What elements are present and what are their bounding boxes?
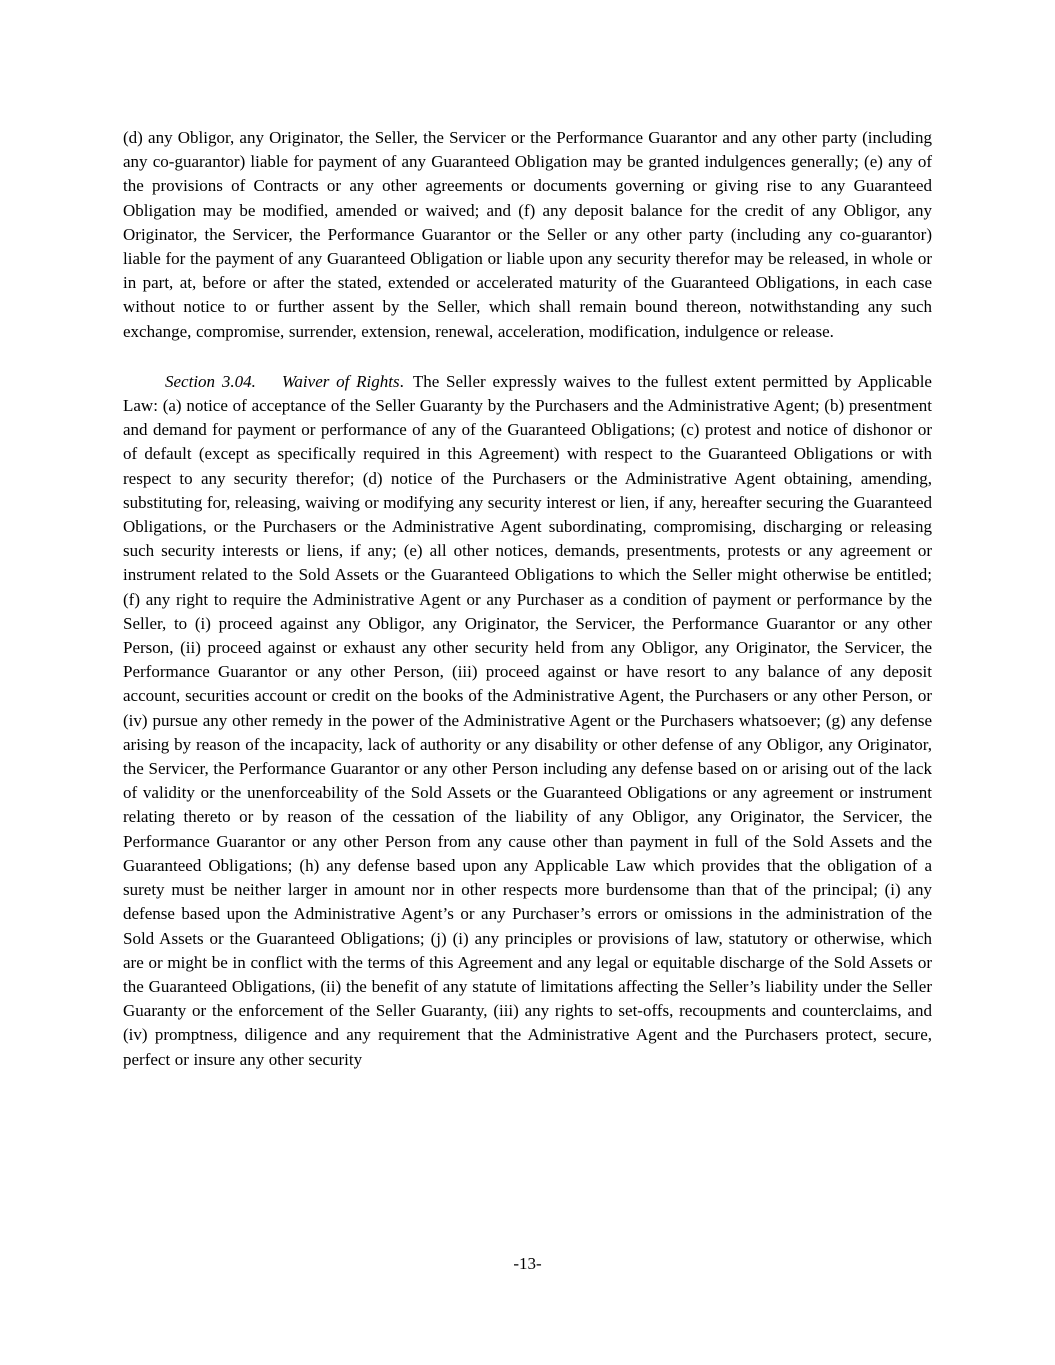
page-number: -13- xyxy=(513,1254,542,1273)
paragraph-guaranty-continuation: (d) any Obligor, any Originator, the Seller, the Servicer or the Performance Guarantor and any other party (including any co-guarantor) liable for payment of any Guaranteed Obligation may be granted indulgences generally; (e) any of the provisions of Contracts or any other agreements or documents governing or giving rise to any Guaranteed Obligation may be modified, amended or waived; and (f) any deposit balance for the credit of any Obligor, any Originator, the Servicer, the Performance Guarantor or the Seller or any other party (including any co-guarantor) liable for the payment of any Guaranteed Obligation or liable upon any security therefor may be released, in whole or in part, at, before or after the stated, extended or accelerated maturity of the Guaranteed Obligations, in each case without notice to or further assent by the Seller, which shall remain bound thereon, notwithstanding any such exchange, compromise, surrender, extension, renewal, acceleration, modification, indulgence or release. xyxy=(123,128,932,341)
section-title: Waiver of Rights xyxy=(281,371,400,391)
section-body-text: The Seller expressly waives to the fullest extent permitted by Applicable Law: (a) notice of acceptance of the Seller Guaranty by the Purchasers and the Administrative Agent; (b) presentment and demand for payment or performance of any of the Guaranteed Obligations; (c) protest and notice of dishonor or of default (except as specifically required in this Agreement) with respect to the Guaranteed Obligations or with respect to any security therefor; (d) notice of the Purchasers or the Administrative Agent obtaining, amending, substituting for, releasing, waiving or modifying any security interest or lien, if any, hereafter securing the Guaranteed Obligations, or the Purchasers or the Administrative Agent subordinating, compromising, discharging or releasing such security interests or liens, if any; (e) all other notices, demands, presentments, protests or any agreement or instrument related to the Sold Assets or the Guaranteed Obligations to which the Seller might otherwise be entitled; (f) any right to require the Administrative Agent or any Purchaser as a condition of payment or performance by the Seller, to (i) proceed against any Obligor, any Originator, the Servicer, the Performance Guarantor or any other Person, (ii) proceed against or exhaust any other security held from any Obligor, any Originator, the Servicer, the Performance Guarantor or any other Person, (iii) proceed against or have resort to any balance of any deposit account, securities account or credit on the books of the Administrative Agent, the Purchasers or any other Person, or (iv) pursue any other remedy in the power of the Administrative Agent or the Purchasers whatsoever; (g) any defense arising by reason of the incapacity, lack of authority or any disability or other defense of any Obligor, any Originator, the Servicer, the Performance Guarantor or any other Person including any defense based on or arising out of the lack of validity or the unenforceability of the Sold Assets or the Guaranteed Obligations or any agreement or instrument relating thereto or by reason of the cessation of the liability of any Obligor, any Originator, the Servicer, the Performance Guarantor or any other Person from any cause other than payment in full of the Sold Assets and the Guaranteed Obligations; (h) any defense based upon any Applicable Law which provides that the obligation of a surety must be neither larger in amount nor in other respects more burdensome than that of the principal; (i) any defense based upon the Administrative Agent’s or any Purchaser’s errors or omissions in the administration of the Sold Assets or the Guaranteed Obligations; (j) (i) any principles or provisions of law, statutory or otherwise, which are or might be in conflict with the terms of this Agreement and any legal or equitable discharge of the Sold Assets or the Guaranteed Obligations, (ii) the benefit of any statute of limitations affecting the Seller’s liability under the Seller Guaranty or the enforcement of the Seller Guaranty, (iii) any rights to set-offs, recoupments and counterclaims, and (iv) promptness, diligence and any requirement that the Administrative Agent and the Purchasers protect, secure, perfect or insure any other security xyxy=(123,371,933,1069)
section-number: Section 3.04. xyxy=(165,371,256,391)
section-title-period: . xyxy=(399,371,404,391)
document-body xyxy=(123,126,932,1072)
paragraph-section-3-04 xyxy=(123,370,932,1072)
